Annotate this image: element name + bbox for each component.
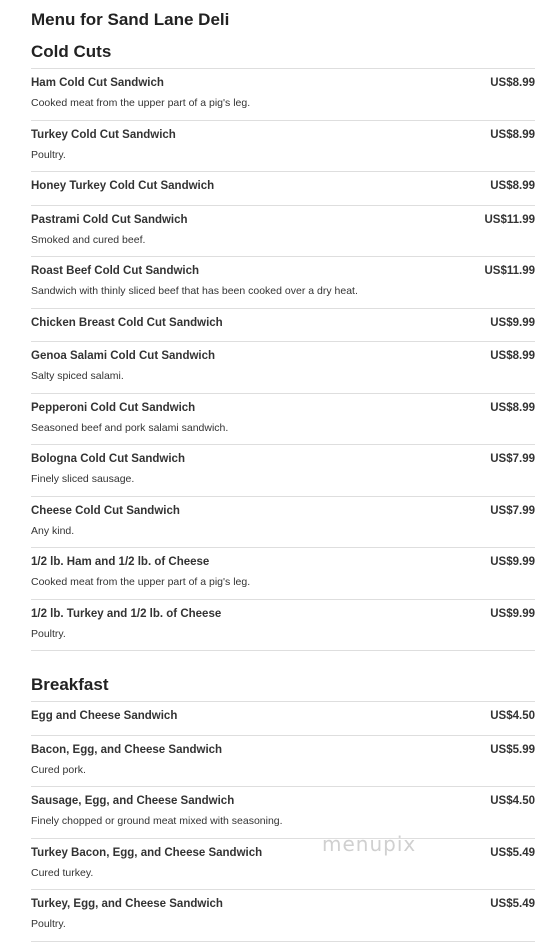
menu-item [31, 735, 535, 787]
item-name: Cheese Cold Cut Sandwich [31, 504, 180, 517]
menu-item [31, 444, 535, 496]
item-description: Any kind. [31, 524, 75, 537]
item-price: US$5.49 [490, 846, 535, 859]
item-name: Honey Turkey Cold Cut Sandwich [31, 180, 215, 192]
item-name: Chicken Breast Cold Cut Sandwich [31, 316, 223, 329]
menu-item [31, 171, 535, 205]
item-price: US$4.50 [490, 795, 535, 807]
item-name: Bacon, Egg, and Cheese Sandwich [31, 743, 223, 756]
item-description: Poultry. [31, 627, 66, 640]
item-name: Turkey, Egg, and Cheese Sandwich [31, 898, 223, 910]
item-name: 1/2 lb. Turkey and 1/2 lb. of Cheese [31, 607, 222, 620]
item-name: Turkey Cold Cut Sandwich [31, 128, 176, 141]
item-description: Finely sliced sausage. [31, 473, 135, 485]
menu-item [31, 599, 535, 651]
menu-page [31, 0, 535, 943]
item-price: US$9.99 [490, 607, 535, 620]
menu-item [31, 393, 535, 445]
item-price: US$7.99 [490, 504, 535, 517]
item-name: Turkey Bacon, Egg, and Cheese Sandwich [31, 846, 263, 859]
menu-item [31, 701, 535, 735]
item-description: Finely chopped or ground meat mixed with seasoning. [31, 815, 283, 827]
menu-sections [31, 41, 535, 943]
item-name: Sausage, Egg, and Cheese Sandwich [31, 795, 235, 807]
menu-item [31, 308, 535, 342]
item-price: US$8.99 [490, 128, 535, 141]
divider [31, 650, 535, 652]
menu-item [31, 786, 535, 838]
item-description: Cured pork. [31, 763, 86, 776]
item-name: Egg and Cheese Sandwich [31, 710, 178, 722]
item-description: Sandwich with thinly sliced beef that has been cooked over a dry heat. [31, 285, 358, 297]
item-name: Roast Beef Cold Cut Sandwich [31, 265, 200, 277]
item-description: Cured turkey. [31, 866, 94, 879]
item-name: Pepperoni Cold Cut Sandwich [31, 401, 196, 414]
item-price: US$9.99 [490, 556, 535, 568]
menu-item [31, 205, 535, 257]
item-name: 1/2 lb. Ham and 1/2 lb. of Cheese [31, 556, 210, 568]
item-description: Seasoned beef and pork salami sandwich. [31, 421, 229, 434]
item-price: US$8.99 [490, 350, 535, 362]
item-description: Salty spiced salami. [31, 370, 124, 382]
watermark-logo: menupix [322, 832, 417, 856]
divider [31, 941, 535, 943]
item-name: Ham Cold Cut Sandwich [31, 77, 164, 89]
item-price: US$5.99 [490, 743, 535, 756]
menu-item [31, 341, 535, 393]
item-description: Cooked meat from the upper part of a pig's leg. [31, 97, 251, 109]
item-description: Poultry. [31, 918, 66, 930]
item-name: Pastrami Cold Cut Sandwich [31, 213, 188, 226]
item-price: US$7.99 [490, 453, 535, 465]
item-price: US$8.99 [490, 180, 535, 192]
item-name: Bologna Cold Cut Sandwich [31, 453, 185, 465]
item-description: Smoked and cured beef. [31, 233, 146, 246]
item-price: US$8.99 [490, 401, 535, 414]
section-title: Breakfast [31, 675, 109, 694]
menu-item [31, 547, 535, 599]
section-title: Cold Cuts [31, 42, 112, 61]
item-description: Cooked meat from the upper part of a pig's leg. [31, 576, 251, 588]
item-price: US$9.99 [490, 316, 535, 329]
menu-item [31, 496, 535, 548]
menu-item [31, 256, 535, 308]
item-name: Genoa Salami Cold Cut Sandwich [31, 350, 216, 362]
menu-item [31, 120, 535, 172]
item-price: US$11.99 [484, 265, 535, 277]
page-title: Menu for Sand Lane Deli [31, 10, 230, 29]
menu-item [31, 838, 535, 890]
item-price: US$8.99 [490, 77, 535, 89]
item-price: US$11.99 [484, 213, 535, 226]
menu-item [31, 889, 535, 941]
item-description: Poultry. [31, 148, 66, 161]
item-price: US$4.50 [490, 710, 535, 722]
menu-item [31, 68, 535, 120]
item-price: US$5.49 [490, 898, 535, 910]
